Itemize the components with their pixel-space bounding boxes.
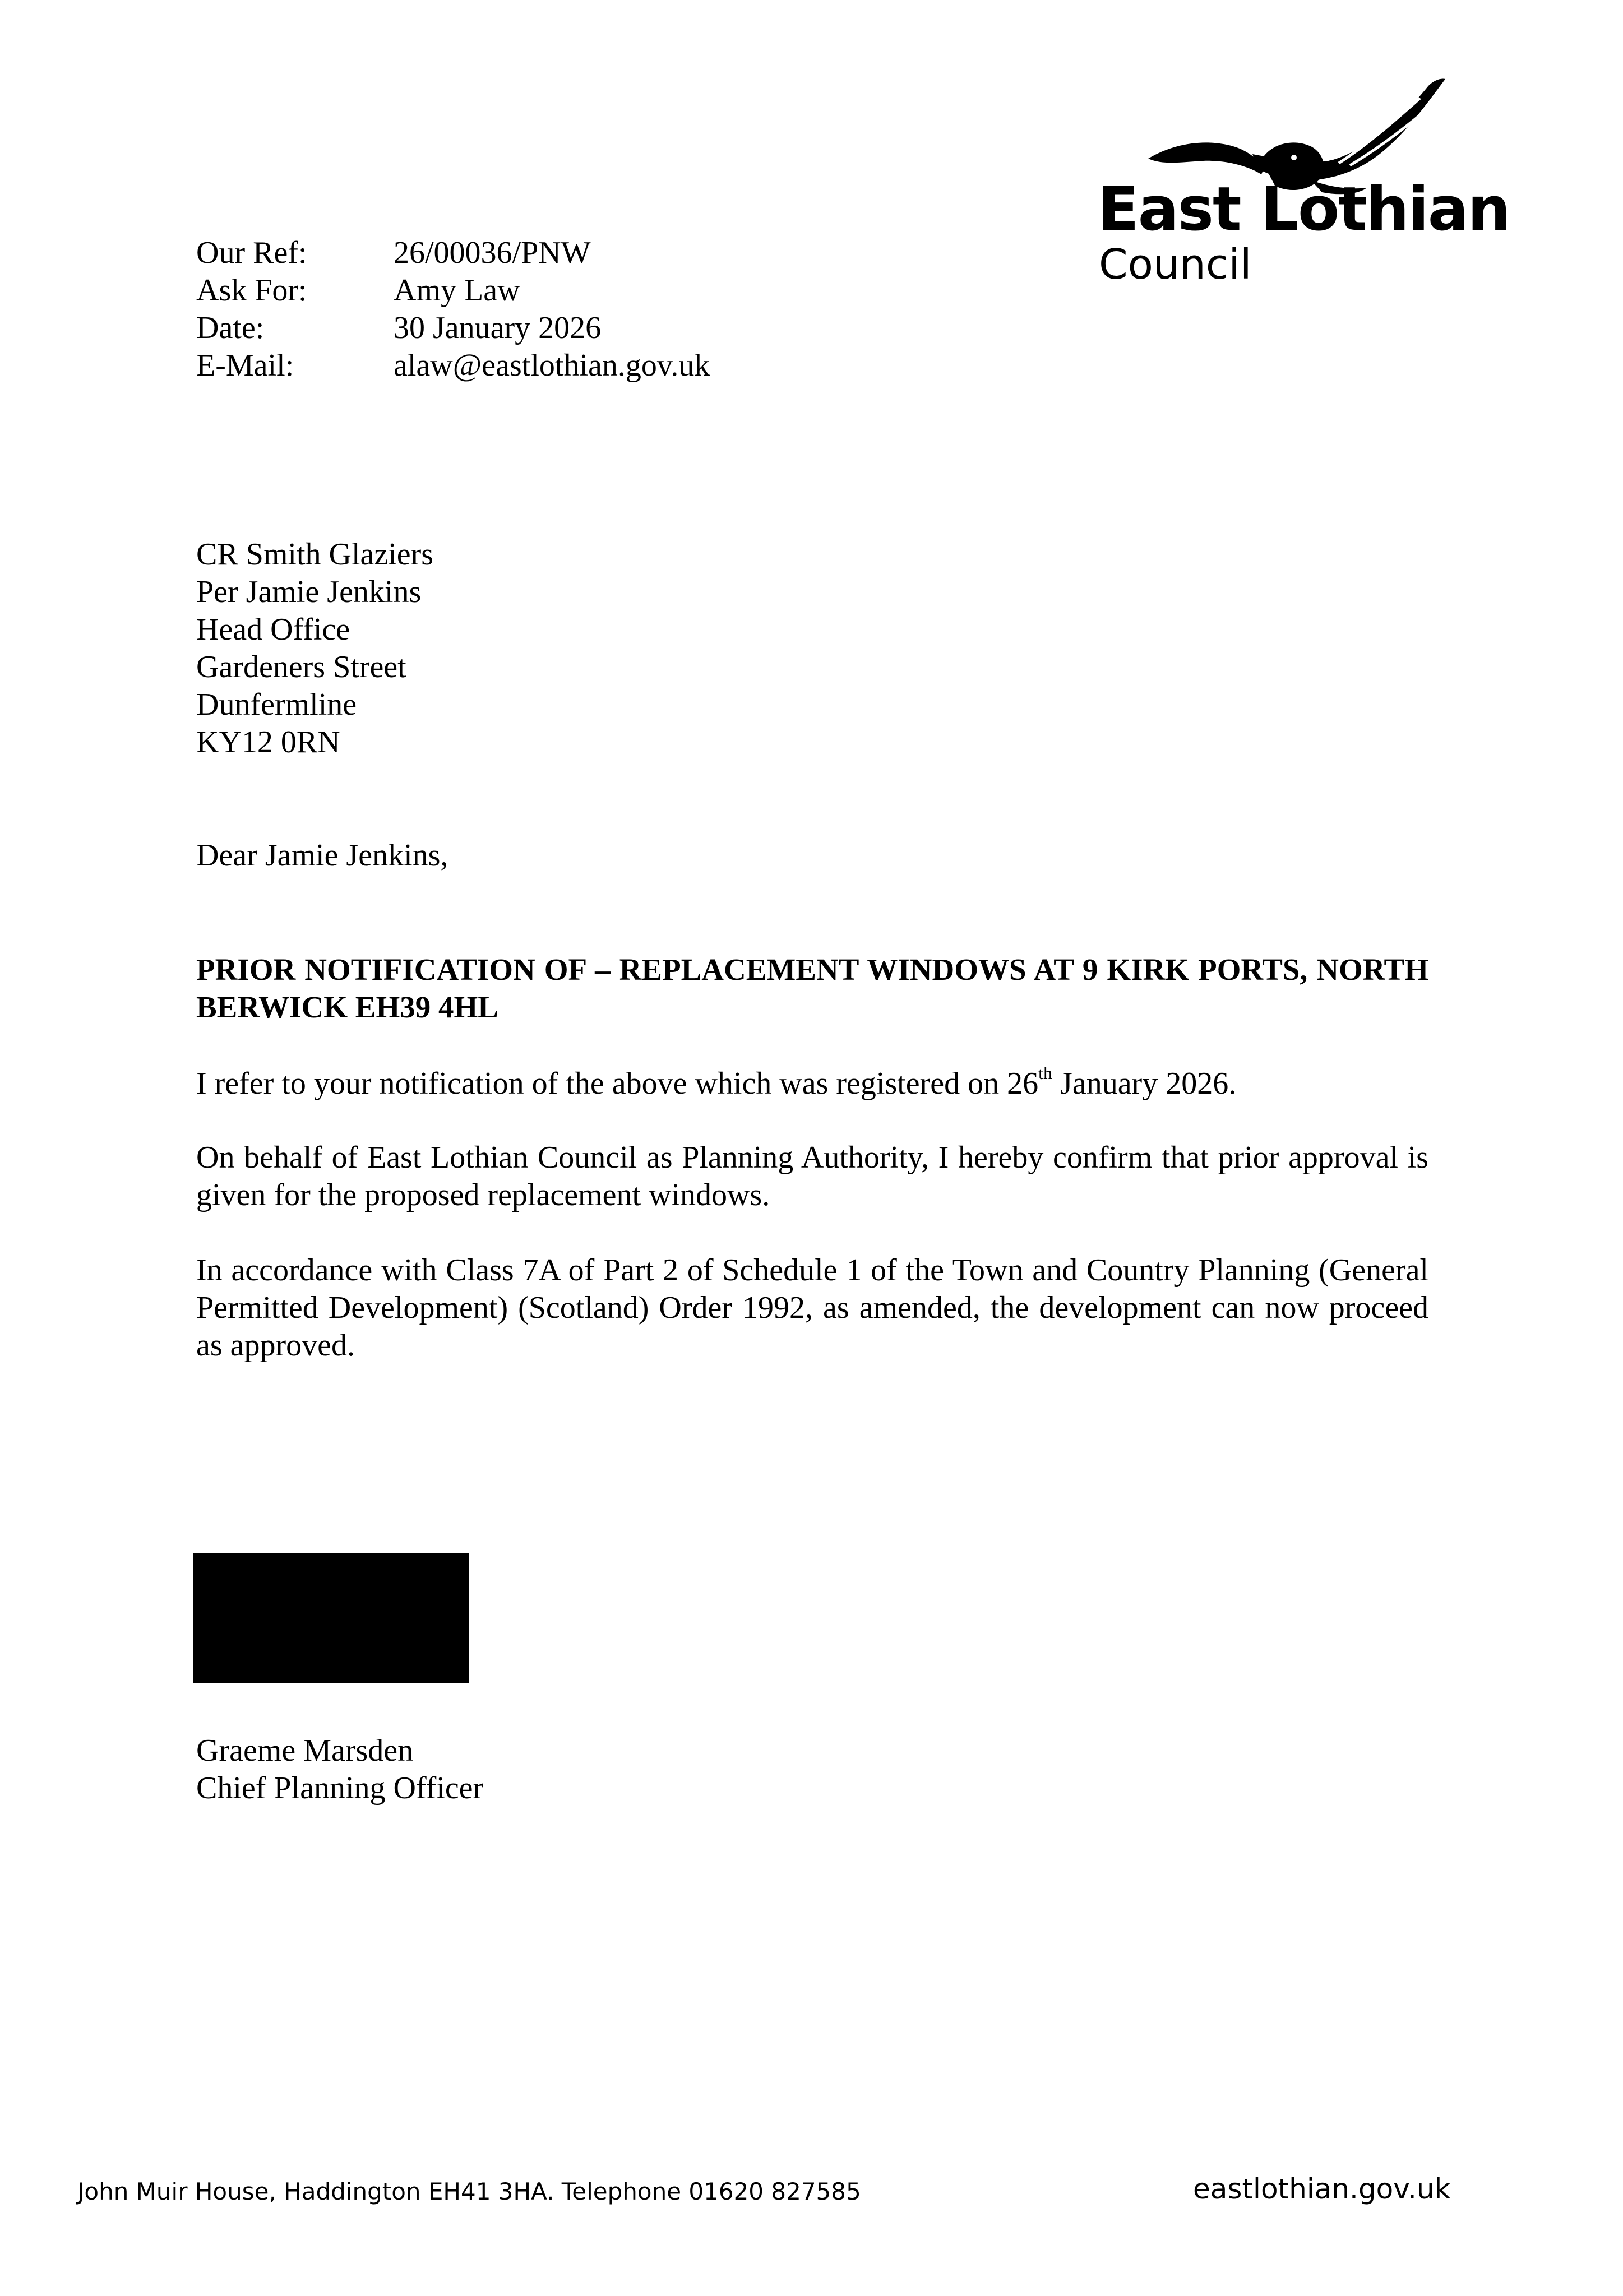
ref-row-our-ref xyxy=(196,234,710,272)
footer-address: John Muir House, Haddington EH41 3HA. Telephone 01620 827585 xyxy=(77,2178,861,2205)
address-line: Per Jamie Jenkins xyxy=(196,575,422,609)
ref-value: Amy Law xyxy=(394,273,520,308)
p1-text-end: January 2026. xyxy=(1052,1066,1237,1101)
signatory-name: Graeme Marsden xyxy=(196,1733,414,1768)
address-line: KY12 0RN xyxy=(196,725,340,760)
salutation: Dear Jamie Jenkins, xyxy=(196,838,448,873)
signature-redaction xyxy=(193,1553,469,1683)
ref-label: E-Mail: xyxy=(196,348,294,383)
address-line: Dunfermline xyxy=(196,687,357,722)
ref-value: alaw@eastlothian.gov.uk xyxy=(394,348,710,383)
ref-row-ask-for xyxy=(196,272,710,309)
recipient-address xyxy=(196,536,433,761)
body-paragraph-3: In accordance with Class 7A of Part 2 of Schedule 1 of the Town and Country Planning (General Permitted Development) (Scotland) Order 1992, as amended, the development can now proceed as approved. xyxy=(196,1253,1428,1363)
body-paragraph-2: On behalf of East Lothian Council as Planning Authority, I hereby confirm that prior approval is given for the proposed replacement windows. xyxy=(196,1140,1428,1212)
ref-label: Ask For: xyxy=(196,273,307,308)
logo-title: East Lothian xyxy=(1098,174,1510,244)
ref-value: 30 January 2026 xyxy=(394,311,602,345)
address-line: CR Smith Glaziers xyxy=(196,537,434,572)
council-logo xyxy=(1098,76,1513,294)
p1-superscript: th xyxy=(1038,1063,1053,1083)
body-paragraph-1 xyxy=(196,1065,1428,1103)
ref-label: Date: xyxy=(196,311,265,345)
subject-heading: PRIOR NOTIFICATION OF – REPLACEMENT WINDOWS AT 9 KIRK PORTS, NORTH BERWICK EH39 4HL xyxy=(196,952,1428,1024)
ref-row-email xyxy=(196,347,710,385)
reference-block xyxy=(196,234,710,385)
ref-value: 26/00036/PNW xyxy=(394,235,591,270)
footer-website: eastlothian.gov.uk xyxy=(1193,2173,1451,2205)
signatory-title: Chief Planning Officer xyxy=(196,1771,484,1806)
address-line: Gardeners Street xyxy=(196,650,406,684)
ref-row-date xyxy=(196,309,710,347)
address-line: Head Office xyxy=(196,612,350,647)
ref-label: Our Ref: xyxy=(196,235,307,270)
signatory-block xyxy=(196,1732,483,1807)
logo-subtitle: Council xyxy=(1099,240,1252,289)
p1-text: I refer to your notification of the above which was registered on 26 xyxy=(196,1066,1039,1101)
